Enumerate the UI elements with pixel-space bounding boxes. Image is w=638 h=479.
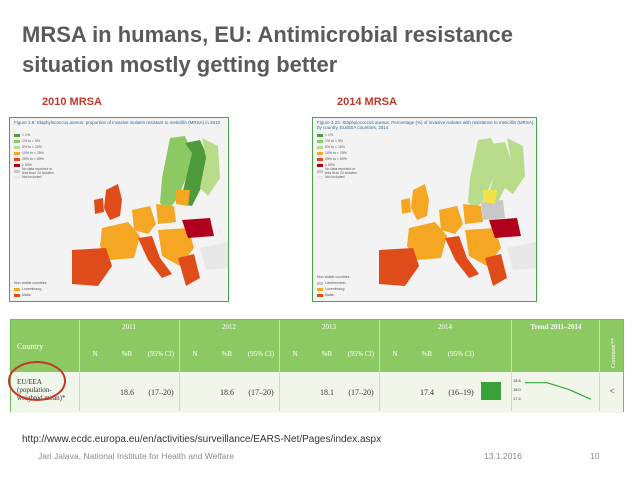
legend-row: < 1% xyxy=(317,132,357,138)
map-turkey xyxy=(200,242,228,270)
subheader-r: %R xyxy=(421,350,433,358)
value-2013-r: 18.1 xyxy=(320,388,334,397)
legend-row: 10% to < 25% xyxy=(14,150,54,156)
subheader-ci: (95% CI) xyxy=(347,350,375,358)
subheader-ci: (95% CI) xyxy=(147,350,175,358)
value-2012-r: 18.6 xyxy=(220,388,234,397)
country-header: Country xyxy=(17,342,44,351)
map-uk xyxy=(104,184,122,220)
subheader-r: %R xyxy=(121,350,133,358)
value-2013-ci: (17–20) xyxy=(348,388,374,397)
legend-row: 1% to < 5% xyxy=(14,138,54,144)
map-poland xyxy=(156,204,176,224)
footer-date: 13.1.2016 xyxy=(484,451,522,461)
subheader-r: %R xyxy=(321,350,333,358)
map-2014-legend xyxy=(317,132,357,180)
year-header-2011: 2011 xyxy=(122,323,136,331)
title-line-2: situation mostly getting better xyxy=(22,52,338,77)
page-number: 10 xyxy=(590,451,600,461)
subheader-ci: (95% CI) xyxy=(447,350,475,358)
map-2010-heading: Figure 3.8: Staphylococcus aureus: proportion of invasive isolates resistant to meticillin (MRSA) in 2010 xyxy=(14,120,221,125)
footer-author: Jari Jalava, National Institute for Health and Welfare xyxy=(38,451,234,461)
legend-row: No data reported or less than 10 isolates xyxy=(317,168,357,174)
value-2014-r: 17.4 xyxy=(420,388,434,397)
map-uk xyxy=(411,184,429,220)
value-2012-ci: (17–20) xyxy=(248,388,274,397)
title-line-1: MRSA in humans, EU: Antimicrobial resistance xyxy=(22,22,514,47)
legend-row: 10% to < 25% xyxy=(317,150,357,156)
map-2014 xyxy=(312,117,537,302)
table-row xyxy=(11,372,623,413)
legend-row: 5% to < 10% xyxy=(14,144,54,150)
year-header-2013: 2013 xyxy=(322,323,336,331)
map-iberia xyxy=(379,248,419,286)
legend-row: ≥ 50% xyxy=(14,162,54,168)
map-2014-inset-legend: Non-visible countries Liechtenstein Luxembourg Malta xyxy=(317,275,350,297)
map-germany xyxy=(439,206,463,234)
map-turkey xyxy=(507,242,536,270)
source-url[interactable]: http://www.ecdc.europa.eu/en/activities/surveillance/EARS-Net/Pages/index.aspx xyxy=(22,434,382,445)
trend-line xyxy=(525,383,591,400)
legend-row: 5% to < 10% xyxy=(317,144,357,150)
map-2010-inset-legend: Non-visible countries Luxembourg Malta xyxy=(14,281,47,297)
map-2010 xyxy=(9,117,229,302)
country-cell: EU/EEA (population-weighted mean)* xyxy=(17,378,66,402)
map-ireland xyxy=(94,198,104,214)
trend-header: Trend 2011–2014 xyxy=(530,323,582,331)
map-2010-legend xyxy=(14,132,54,180)
trend-tick: 18.6 xyxy=(513,378,521,383)
legend-row: 25% to < 50% xyxy=(317,156,357,162)
subheader-ci: (95% CI) xyxy=(247,350,275,358)
legend-row: No data reported or less than 10 isolates xyxy=(14,168,54,174)
mrsa-trend-table xyxy=(10,319,624,412)
legend-row: Not included xyxy=(317,174,357,180)
map-2010-label: 2010 MRSA xyxy=(42,96,102,108)
subheader-n: N xyxy=(192,350,198,358)
map-iberia xyxy=(72,248,112,286)
trend-sparkline xyxy=(511,376,599,406)
subheader-n: N xyxy=(392,350,398,358)
trend-tick: 17.4 xyxy=(513,396,521,401)
table-header xyxy=(11,320,623,372)
value-2011-ci: (17–20) xyxy=(148,388,174,397)
value-2014-ci: (16–19) xyxy=(448,388,474,397)
year-header-2014: 2014 xyxy=(438,323,452,331)
value-2011-r: 18.6 xyxy=(120,388,134,397)
legend-row: < 1% xyxy=(14,132,54,138)
subheader-r: %R xyxy=(221,350,233,358)
legend-row: 1% to < 5% xyxy=(317,138,357,144)
map-baltics xyxy=(483,190,497,204)
map-germany xyxy=(132,206,156,234)
comment-cell: < xyxy=(609,386,615,396)
legend-row: 25% to < 50% xyxy=(14,156,54,162)
map-greece xyxy=(485,254,507,286)
highlight-circle xyxy=(6,358,68,404)
subheader-n: N xyxy=(92,350,98,358)
trend-significance-square xyxy=(481,382,501,400)
map-2014-label: 2014 MRSA xyxy=(337,96,397,108)
map-ireland xyxy=(401,198,411,214)
map-greece xyxy=(178,254,200,286)
legend-row: Not included xyxy=(14,174,54,180)
slide-title xyxy=(22,20,622,80)
trend-tick: 18.0 xyxy=(513,387,521,392)
subheader-n: N xyxy=(292,350,298,358)
map-poland xyxy=(463,204,483,224)
comment-header: Comment** xyxy=(611,338,617,368)
legend-row: ≥ 50% xyxy=(317,162,357,168)
map-2014-heading: Figure 3.23. Staphylococcus aureus. Percentage (%) of invasive isolates with resistance to meticillin (MRSA), by country, EU/EEA countries, 2014 xyxy=(317,120,535,130)
map-baltics xyxy=(176,190,190,206)
year-header-2012: 2012 xyxy=(222,323,236,331)
